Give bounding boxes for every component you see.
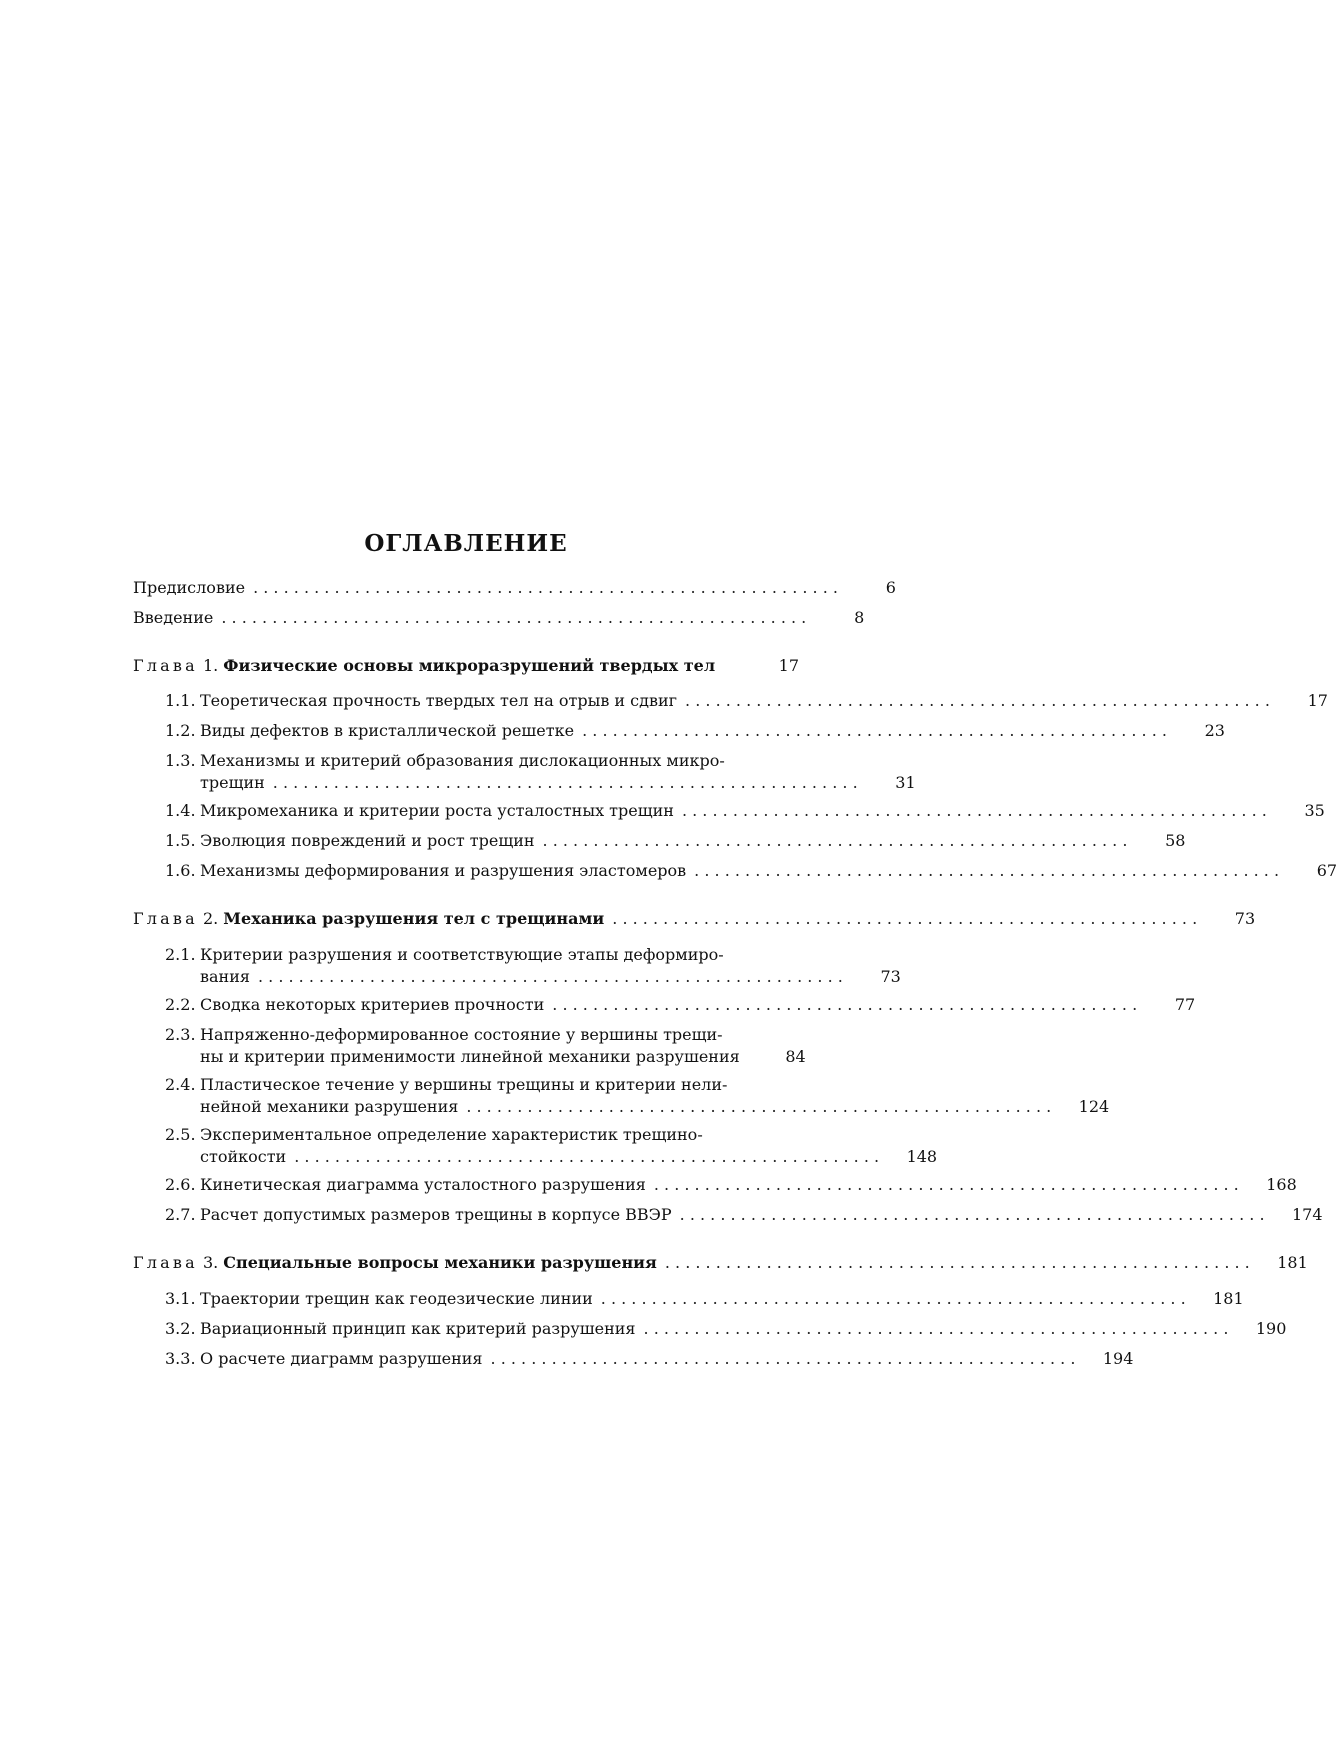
section-number: 2.1. bbox=[165, 945, 196, 964]
toc-chapter-3[interactable] bbox=[133, 1252, 1308, 1274]
dot-leader: . . . . . . . . . . . . . . . . . . . . . . . . . . . . . . . . . . . . . . . . . . . . . . . . . . . . . . . . . . bbox=[612, 909, 1198, 928]
page-number: 17 bbox=[778, 656, 799, 675]
toc-section-1-4[interactable] bbox=[165, 800, 1325, 822]
toc-section-2-1[interactable] bbox=[165, 944, 901, 988]
chapter-number: 1. bbox=[202, 656, 219, 675]
chapter-number: 2. bbox=[202, 909, 219, 928]
toc-section-2-5[interactable] bbox=[165, 1124, 938, 1168]
page-number: 168 bbox=[1266, 1175, 1297, 1194]
section-title-line2: вания bbox=[200, 967, 250, 986]
section-title: Механизмы деформирования и разрушения эластомеров bbox=[200, 861, 687, 880]
chapter-prefix: Глава bbox=[133, 1253, 198, 1272]
toc-section-1-6[interactable] bbox=[165, 860, 1337, 882]
section-title: Теоретическая прочность твердых тел на отрыв и сдвиг bbox=[200, 691, 678, 710]
dot-leader: . . . . . . . . . . . . . . . . . . . . . . . . . . . . . . . . . . . . . . . . . . . . . . . . . . . . . . . . . . bbox=[653, 1175, 1239, 1194]
section-number: 2.2. bbox=[165, 995, 196, 1014]
page-number: 31 bbox=[895, 773, 916, 792]
toc-section-2-3[interactable] bbox=[165, 1024, 806, 1068]
page-number: 17 bbox=[1307, 691, 1328, 710]
chapter-title: Специальные вопросы механики разрушения bbox=[223, 1253, 657, 1272]
page-number: 84 bbox=[785, 1047, 806, 1066]
section-title-line1: Пластическое течение у вершины трещины и критерии нели- bbox=[200, 1075, 728, 1094]
toc-section-2-4[interactable] bbox=[165, 1074, 1110, 1118]
dot-leader: . . . . . . . . . . . . . . . . . . . . . . . . . . . . . . . . . . . . . . . . . . . . . . . . . . . . . . . . . . bbox=[681, 801, 1267, 820]
toc-section-1-1[interactable] bbox=[165, 690, 1328, 712]
section-title-line2: трещин bbox=[200, 773, 265, 792]
page-number: 67 bbox=[1316, 861, 1337, 880]
section-number: 3.2. bbox=[165, 1319, 196, 1338]
page-number: 35 bbox=[1304, 801, 1325, 820]
dot-leader: . . . . . . . . . . . . . . . . . . . . . . . . . . . . . . . . . . . . . . . . . . . . . . . . . . . . . . . . . . bbox=[694, 861, 1280, 880]
chapter-title: Физические основы микроразрушений твердых тел bbox=[223, 656, 716, 675]
chapter-title: Механика разрушения тел с трещинами bbox=[223, 909, 605, 928]
page-number: 73 bbox=[880, 967, 901, 986]
dot-leader: . . . . . . . . . . . . . . . . . . . . . . . . . . . . . . . . . . . . . . . . . . . . . . . . . . . . . . . . . . bbox=[643, 1319, 1229, 1338]
dot-leader: . . . . . . . . . . . . . . . . . . . . . . . . . . . . . . . . . . . . . . . . . . . . . . . . . . . . . . . . . . bbox=[685, 691, 1270, 710]
section-title: Эволюция повреждений и рост трещин bbox=[200, 831, 535, 850]
section-title: Виды дефектов в кристаллической решетке bbox=[200, 721, 575, 740]
chapter-prefix: Глава bbox=[133, 656, 198, 675]
dot-leader: . . . . . . . . . . . . . . . . . . . . . . . . . . . . . . . . . . . . . . . . . . . . . . . . . . . . . . . . . . bbox=[552, 995, 1138, 1014]
dot-leader: . . . . . . . . . . . . . . . . . . . . . . . . . . . . . . . . . . . . . . . . . . . . . . . . . . . . . . . . . . bbox=[466, 1097, 1052, 1116]
section-title-line2: ны и критерии применимости линейной механики разрушения bbox=[200, 1047, 740, 1066]
toc-entry-preface[interactable] bbox=[133, 577, 896, 599]
dot-leader: . . . . . . . . . . . . . . . . . . . . . . . . . . . . . . . . . . . . . . . . . . . . . . . . . . . . . . . . . . bbox=[272, 773, 858, 792]
dot-leader: . . . . . . . . . . . . . . . . . . . . . . . . . . . . . . . . . . . . . . . . . . . . . . . . . . . . . . . . . . bbox=[294, 1147, 880, 1166]
section-title: Кинетическая диаграмма усталостного разрушения bbox=[200, 1175, 646, 1194]
section-number: 2.7. bbox=[165, 1205, 196, 1224]
chapter-prefix: Глава bbox=[133, 909, 198, 928]
toc-chapter-2[interactable] bbox=[133, 908, 1256, 930]
section-title-line1: Напряженно-деформированное состояние у вершины трещи- bbox=[200, 1025, 723, 1044]
section-title: Микромеханика и критерии роста усталостных трещин bbox=[200, 801, 674, 820]
page-number: 8 bbox=[854, 608, 865, 627]
section-number: 2.6. bbox=[165, 1175, 196, 1194]
section-number: 3.3. bbox=[165, 1349, 196, 1368]
page-number: 23 bbox=[1204, 721, 1225, 740]
section-number: 1.6. bbox=[165, 861, 196, 880]
page-number: 77 bbox=[1174, 995, 1196, 1014]
section-number: 2.3. bbox=[165, 1025, 196, 1044]
section-number: 1.4. bbox=[165, 801, 196, 820]
page-number: 181 bbox=[1213, 1289, 1244, 1308]
toc-section-1-5[interactable] bbox=[165, 830, 1186, 852]
toc-section-1-3[interactable] bbox=[165, 750, 916, 794]
toc-title: ОГЛАВЛЕНИЕ bbox=[364, 530, 568, 557]
dot-leader: . . . . . . . . . . . . . . . . . . . . . . . . . . . . . . . . . . . . . . . . . . . . . . . . . . . . . . . . . . bbox=[257, 967, 843, 986]
toc-section-3-2[interactable] bbox=[165, 1318, 1287, 1340]
dot-leader: . . . . . . . . . . . . . . . . . . . . . . . . . . . . . . . . . . . . . . . . . . . . . . . . . . . . . . . . . . bbox=[253, 578, 838, 597]
dot-leader: . . . . . . . . . . . . . . . . . . . . . . . . . . . . . . . . . . . . . . . . . . . . . . . . . . . . . . . . . . bbox=[582, 721, 1167, 740]
section-number: 1.5. bbox=[165, 831, 196, 850]
section-number: 1.2. bbox=[165, 721, 196, 740]
entry-label: Предисловие bbox=[133, 578, 246, 597]
dot-leader: . . . . . . . . . . . . . . . . . . . . . . . . . . . . . . . . . . . . . . . . . . . . . . . . . . . . . . . . . . bbox=[679, 1205, 1265, 1224]
section-title: О расчете диаграмм разрушения bbox=[200, 1349, 483, 1368]
section-title-line1: Критерии разрушения и соответствующие этапы деформиро- bbox=[200, 945, 724, 964]
dot-leader: . . . . . . . . . . . . . . . . . . . . . . . . . . . . . . . . . . . . . . . . . . . . . . . . . . . . . . . . . . bbox=[542, 831, 1128, 850]
page-number: 148 bbox=[906, 1147, 938, 1166]
page-number: 190 bbox=[1255, 1319, 1287, 1338]
section-title: Вариационный принцип как критерий разрушения bbox=[200, 1319, 636, 1338]
toc-section-2-2[interactable] bbox=[165, 994, 1196, 1016]
toc-entry-introduction[interactable] bbox=[133, 607, 865, 629]
section-title: Траектории трещин как геодезические линии bbox=[200, 1289, 593, 1308]
dot-leader: . . . . . . . . . . . . . . . . . . . . . . . . . . . . . . . . . . . . . . . . . . . . . . . . . . . . . . . . . . bbox=[664, 1253, 1250, 1272]
toc-chapter-1[interactable] bbox=[133, 655, 799, 677]
section-number: 2.4. bbox=[165, 1075, 196, 1094]
toc-section-1-2[interactable] bbox=[165, 720, 1225, 742]
dot-leader: . . . . . . . . . . . . . . . . . . . . . . . . . . . . . . . . . . . . . . . . . . . . . . . . . . . . . . . . . . bbox=[221, 608, 807, 627]
section-title-line2: стойкости bbox=[200, 1147, 287, 1166]
toc-section-3-3[interactable] bbox=[165, 1348, 1134, 1370]
section-number: 1.3. bbox=[165, 751, 196, 770]
page-number: 6 bbox=[885, 578, 896, 597]
page-number: 174 bbox=[1291, 1205, 1323, 1224]
page-number: 181 bbox=[1277, 1253, 1308, 1272]
section-number: 3.1. bbox=[165, 1289, 196, 1308]
section-title: Сводка некоторых критериев прочности bbox=[200, 995, 545, 1014]
toc-section-2-7[interactable] bbox=[165, 1204, 1323, 1226]
entry-label: Введение bbox=[133, 608, 214, 627]
toc-section-2-6[interactable] bbox=[165, 1174, 1297, 1196]
section-title-line2: нейной механики разрушения bbox=[200, 1097, 459, 1116]
section-title: Расчет допустимых размеров трещины в корпусе ВВЭР bbox=[200, 1205, 672, 1224]
page-number: 194 bbox=[1102, 1349, 1134, 1368]
page-number: 124 bbox=[1078, 1097, 1110, 1116]
toc-section-3-1[interactable] bbox=[165, 1288, 1244, 1310]
dot-leader: . . . . . . . . . . . . . . . . . . . . . . . . . . . . . . . . . . . . . . . . . . . . . . . . . . . . . . . . . . bbox=[490, 1349, 1076, 1368]
section-number: 1.1. bbox=[165, 691, 196, 710]
page-number: 73 bbox=[1234, 909, 1256, 928]
chapter-number: 3. bbox=[202, 1253, 219, 1272]
section-title-line1: Механизмы и критерий образования дислокационных микро- bbox=[200, 751, 725, 770]
section-number: 2.5. bbox=[165, 1125, 196, 1144]
dot-leader: . . . . . . . . . . . . . . . . . . . . . . . . . . . . . . . . . . . . . . . . . . . . . . . . . . . . . . . . . . bbox=[600, 1289, 1186, 1308]
section-title-line1: Экспериментальное определение характеристик трещино- bbox=[200, 1125, 703, 1144]
page-number: 58 bbox=[1165, 831, 1186, 850]
